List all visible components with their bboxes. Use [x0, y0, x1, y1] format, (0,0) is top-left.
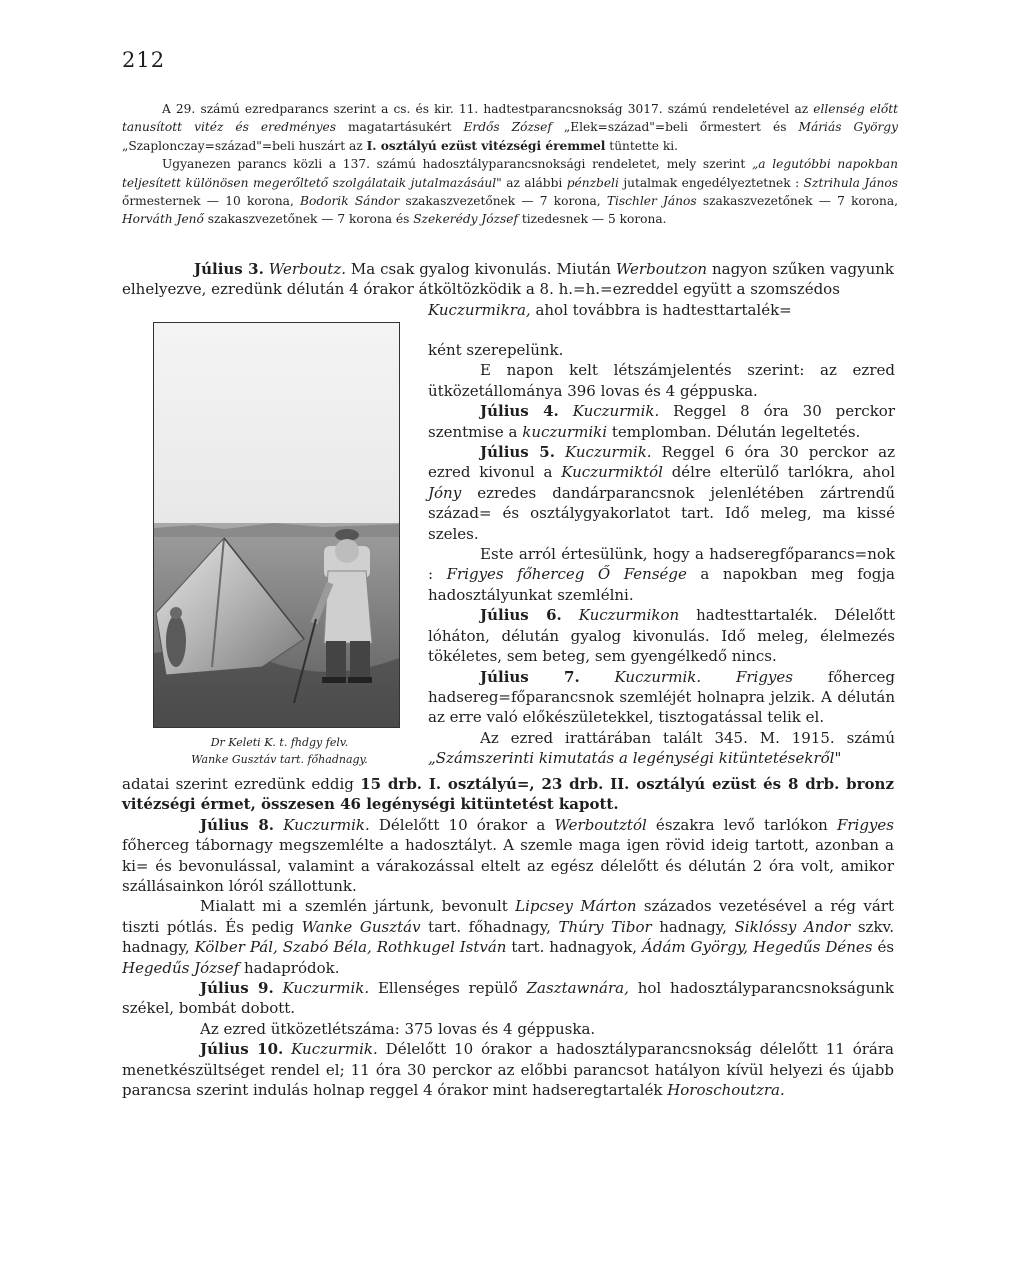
- page-number: 212: [122, 48, 166, 72]
- citation-paragraph-1: A 29. számú ezredparancs szerint a cs. és kir. 11. hadtestparancsnokság 3017. számú rendeletével az ellenség előtt tanusított vitéz és eredményes magatartásukért Erdős Zózsef „Elek=század"=beli őrmestert és Máriás György „Szaplonczay=század"=beli huszárt az I. osztályú ezüst vitézségi éremmel tüntette ki.: [122, 102, 898, 153]
- photo-figure: [151, 322, 408, 768]
- archive-note: Az ezred irattárában talált 345. M. 1915. számú „Számszerinti kimutatás a legénységi kitüntetésekről": [428, 728, 895, 768]
- entry-july-10: Július 10. Kuczurmik. Délelőtt 10 órakor a hadosztályparancsnokság délelőtt 11 órára menetkészültséget rendel el; 11 óra 30 perckor az előbbi parancsot hatályon kívül helyezi és újabb parancsa szerint indulás holnap reggel 4 órakor mint hadseregtartalék Horoschoutzra.: [122, 1040, 894, 1100]
- archive-note-cont: adatai szerint ezredünk eddig 15 drb. I. osztályú=, 23 drb. II. osztályú ezüst és 8 drb. bronz vitézségi érmet, összesen 46 legénységi kitüntetést kapott.: [122, 775, 894, 814]
- battle-strength: Az ezred ütközetlétszáma: 375 lovas és 4 géppuska.: [200, 1019, 596, 1038]
- photo-frame: [153, 322, 400, 728]
- evening-news: Este arról értesülünk, hogy a hadseregfőparancs=nok : Frigyes főherceg Ő Fensége a napokban meg fogja hadosztályunkat szemlélni.: [428, 545, 895, 604]
- citation-section: [122, 100, 898, 229]
- entry-july-8: Július 8. Kuczurmik. Délelőtt 10 órakor a Werboutztól északra levő tarlókon Frigyes főherceg tábornagy megszemlélte a hadosztályt. A szemle maga igen rövid ideig tartott, azonban a ki= és bevonulással, valamint a várakozással eltelt az egész délelőtt és délután 2 óra volt, amikor szállásainkon lóról szállottunk.: [122, 815, 894, 896]
- officer-replacements: Mialatt mi a szemlén jártunk, bevonult Lipcsey Márton százados vezetésével a rég várt tiszti pótlás. És pedig Wanke Gusztáv tart. főhadnagy, Thúry Tibor hadnagy, Siklóssy Andor szkv. hadnagy, Kölber Pál, Szabó Béla, Rothkugel István tart. hadnagyok, Ádám György, Hegedűs Dénes és Hegedűs József hadapródok.: [122, 897, 895, 977]
- entry-july-4: Július 4. Kuczurmik. Reggel 8 óra 30 perckor szentmise a kuczurmiki templomban. Délután legeltetés.: [428, 402, 895, 441]
- photo-caption: Dr Keleti K. t. fhdgy felv. Wanke Gusztáv tart. főhadnagy.: [191, 736, 368, 766]
- entry-july-3-cont: Kuczurmikra, ahol továbbra is hadtesttartalék=: [428, 301, 792, 319]
- entry-july-3: Július 3. Werboutz. Ma csak gyalog kivonulás. Miután Werboutzon nagyon szűken vagyunk elhelyezve, ezredünk délután 4 órakor átköltözködik a 8. h.=h.=ezreddel együtt a szomszédos: [122, 260, 895, 299]
- entry-july-5: Július 5. Kuczurmik. Reggel 6 óra 30 perckor az ezred kivonul a Kuczurmiktól délre elterülő tarlókra, ahol Jóny ezredes dandárparancsnok jelenlétében zártrendű század= és osztálygyakorlatot tart. Idő meleg, ma kissé szeles.: [428, 443, 896, 543]
- report-strength: E napon kelt létszámjelentés szerint: az ezred ütközetállománya 396 lovas és 4 géppuska.: [428, 361, 895, 400]
- photograph-officer-tent: [154, 323, 399, 727]
- entry-july-6: Július 6. Kuczurmikon hadtesttartalék. Délelőtt lóháton, délután gyalog kivonulás. Idő meleg, élelmezés tökéletes, sem beteg, sem gyengélkedő nincs.: [428, 606, 895, 666]
- main-column-bottom: [122, 774, 894, 1101]
- entry-july-9: Július 9. Kuczurmik. Ellenséges repülő Zasztawnára, hol hadosztályparancsnokságunk székel, bombát dobott.: [122, 979, 894, 1018]
- entry-july-7: Július 7. Kuczurmik. Frigyes főherceg hadsereg=főparancsnok szemléjét holnapra jelzik. A délután az erre való előkészületekkel, tisztogatással telik el.: [428, 667, 895, 727]
- citation-paragraph-2: Ugyanezen parancs közli a 137. számú hadosztályparancsnoksági rendeletet, mely szerint „a legutóbbi napokban teljesített különösen megerőltető szolgálataik jutalmazásául" az alábbi pénzbeli jutalmak engedélyeztetnek : Sztrihula János őrmesternek — 10 korona, Bodorik Sándor szakaszvezetőnek — 7 korona, Tischler János szakaszvezetőnek — 7 korona, Horváth Jenő szakaszvezetőnek — 7 korona és Szekerédy József tizedesnek — 5 korona.: [122, 157, 898, 227]
- side-column: ként szerepelünk. E napon kelt létszámjelentés szerint: az ezred ütközetállománya 396 lovas és 4 géppuska. Július 4. Kuczurmik. Reggel 8 óra 30 perckor szentmise a kuczurmiki templomban. Délután legeltetés. Július 5. Kuczurmik. Reggel 6 óra 30 perckor az ezred kivonul a Kuczurmiktól délre elterülő tarlókra, ahol Jóny ezredes dandárparancsnok jelenlétében zártrendű század= és osztálygyakorlatot tart. Idő meleg, ma kissé szeles. Este arról értesülünk, hogy a hadseregfőparancs=nok : Frigyes főherceg Ő Fensége a napokban meg fogja hadosztályunkat szemlélni. Július 6. Kuczurmikon hadtesttartalék. Délelőtt lóháton, délután gyalog kivonulás. Idő meleg, élelmezés tökéletes, sem beteg, sem gyengélkedő nincs. Július 7. Kuczurmik. Frigyes főherceg hadsereg=főparancsnok szemléjét holnapra jelzik. A délután az erre való előkészületekkel, tisztogatással telik el. Az ezred irattárában talált 345. M. 1915. számú „Számszerinti kimutatás a legénységi kitüntetésekről": [428, 341, 896, 768]
